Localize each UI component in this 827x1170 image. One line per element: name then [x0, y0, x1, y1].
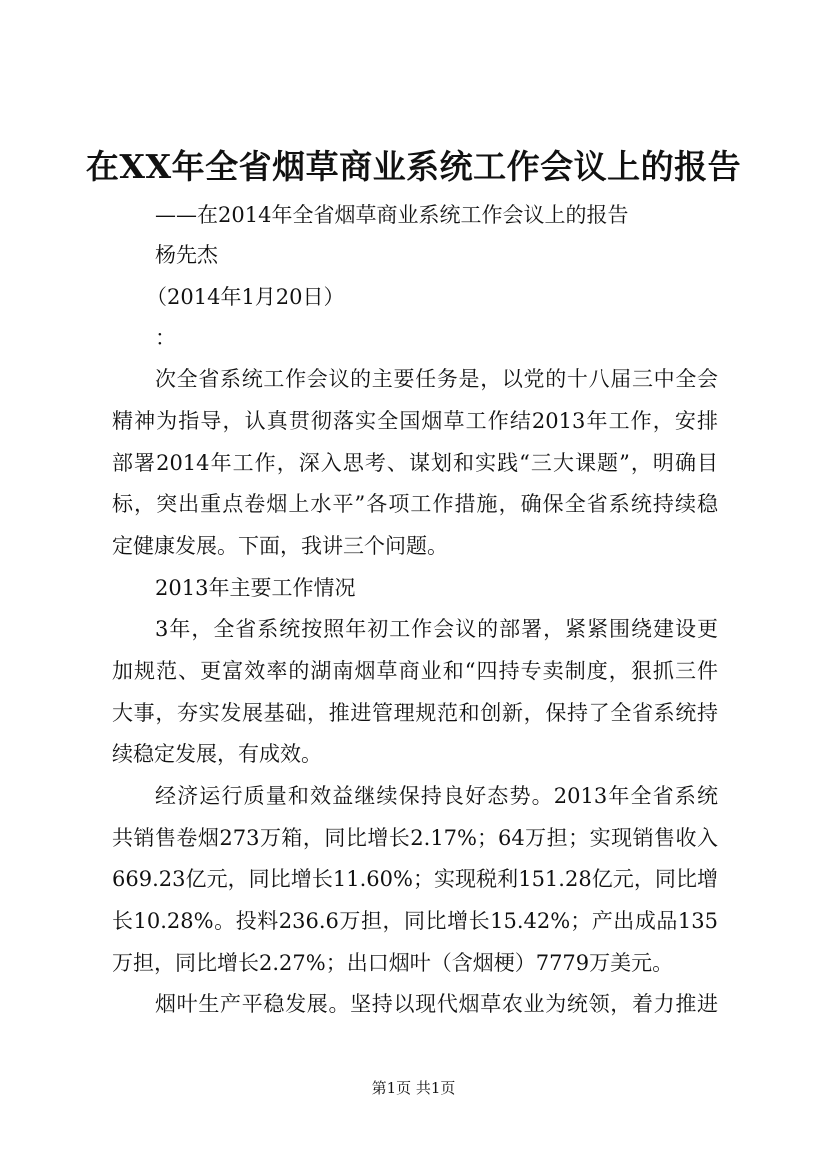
paragraph-line: 次全省系统工作会议的主要任务是，以党的十八届三中全会 — [155, 367, 718, 391]
page-footer: 第1页 共1页 — [371, 1079, 456, 1097]
paragraph-line: 部署2014年工作，深入思考、谋划和实践“三大课题”，明确目 — [112, 451, 718, 475]
paragraph-line: 669.23亿元，同比增长11.60%；实现税利151.28亿元，同比增 — [112, 867, 718, 891]
document-title: 在XX年全省烟草商业系统工作会议上的报告 — [85, 147, 742, 186]
paragraph-line: 大事，夯实发展基础，推进管理规范和创新，保持了全省系统持 — [112, 701, 718, 725]
paragraph-line: 加规范、更富效率的湖南烟草商业和“四持专卖制度，狠抓三件 — [112, 659, 718, 683]
paragraph-line: 3年，全省系统按照年初工作会议的部署，紧紧围绕建设更 — [155, 617, 718, 641]
paragraph-line: 万担，同比增长2.27%；出口烟叶（含烟梗）7779万美元。 — [112, 951, 674, 975]
document-subtitle: ——在2014年全省烟草商业系统工作会议上的报告 — [155, 203, 629, 227]
report-date: （2014年1月20日） — [146, 285, 345, 309]
paragraph-line: 续稳定发展，有成效。 — [112, 742, 322, 766]
paragraph-line: 经济运行质量和效益继续保持良好态势。2013年全省系统 — [155, 784, 718, 808]
paragraph-line: 精神为指导，认真贯彻落实全国烟草工作结2013年工作，安排 — [112, 409, 718, 433]
salutation: ： — [155, 326, 176, 350]
paragraph-line: 长10.28%。投料236.6万担，同比增长15.42%；产出成品135 — [112, 909, 718, 933]
paragraph-line: 共销售卷烟273万箱，同比增长2.17%；64万担；实现销售收入 — [112, 826, 718, 850]
author-name: 杨先杰 — [155, 243, 218, 267]
paragraph-line: 烟叶生产平稳发展。坚持以现代烟草农业为统领，着力推进 — [155, 992, 718, 1016]
section-heading: 2013年主要工作情况 — [155, 576, 356, 600]
paragraph-line: 定健康发展。下面，我讲三个问题。 — [112, 534, 448, 558]
paragraph-line: 标，突出重点卷烟上水平”各项工作措施，确保全省系统持续稳 — [112, 492, 718, 516]
